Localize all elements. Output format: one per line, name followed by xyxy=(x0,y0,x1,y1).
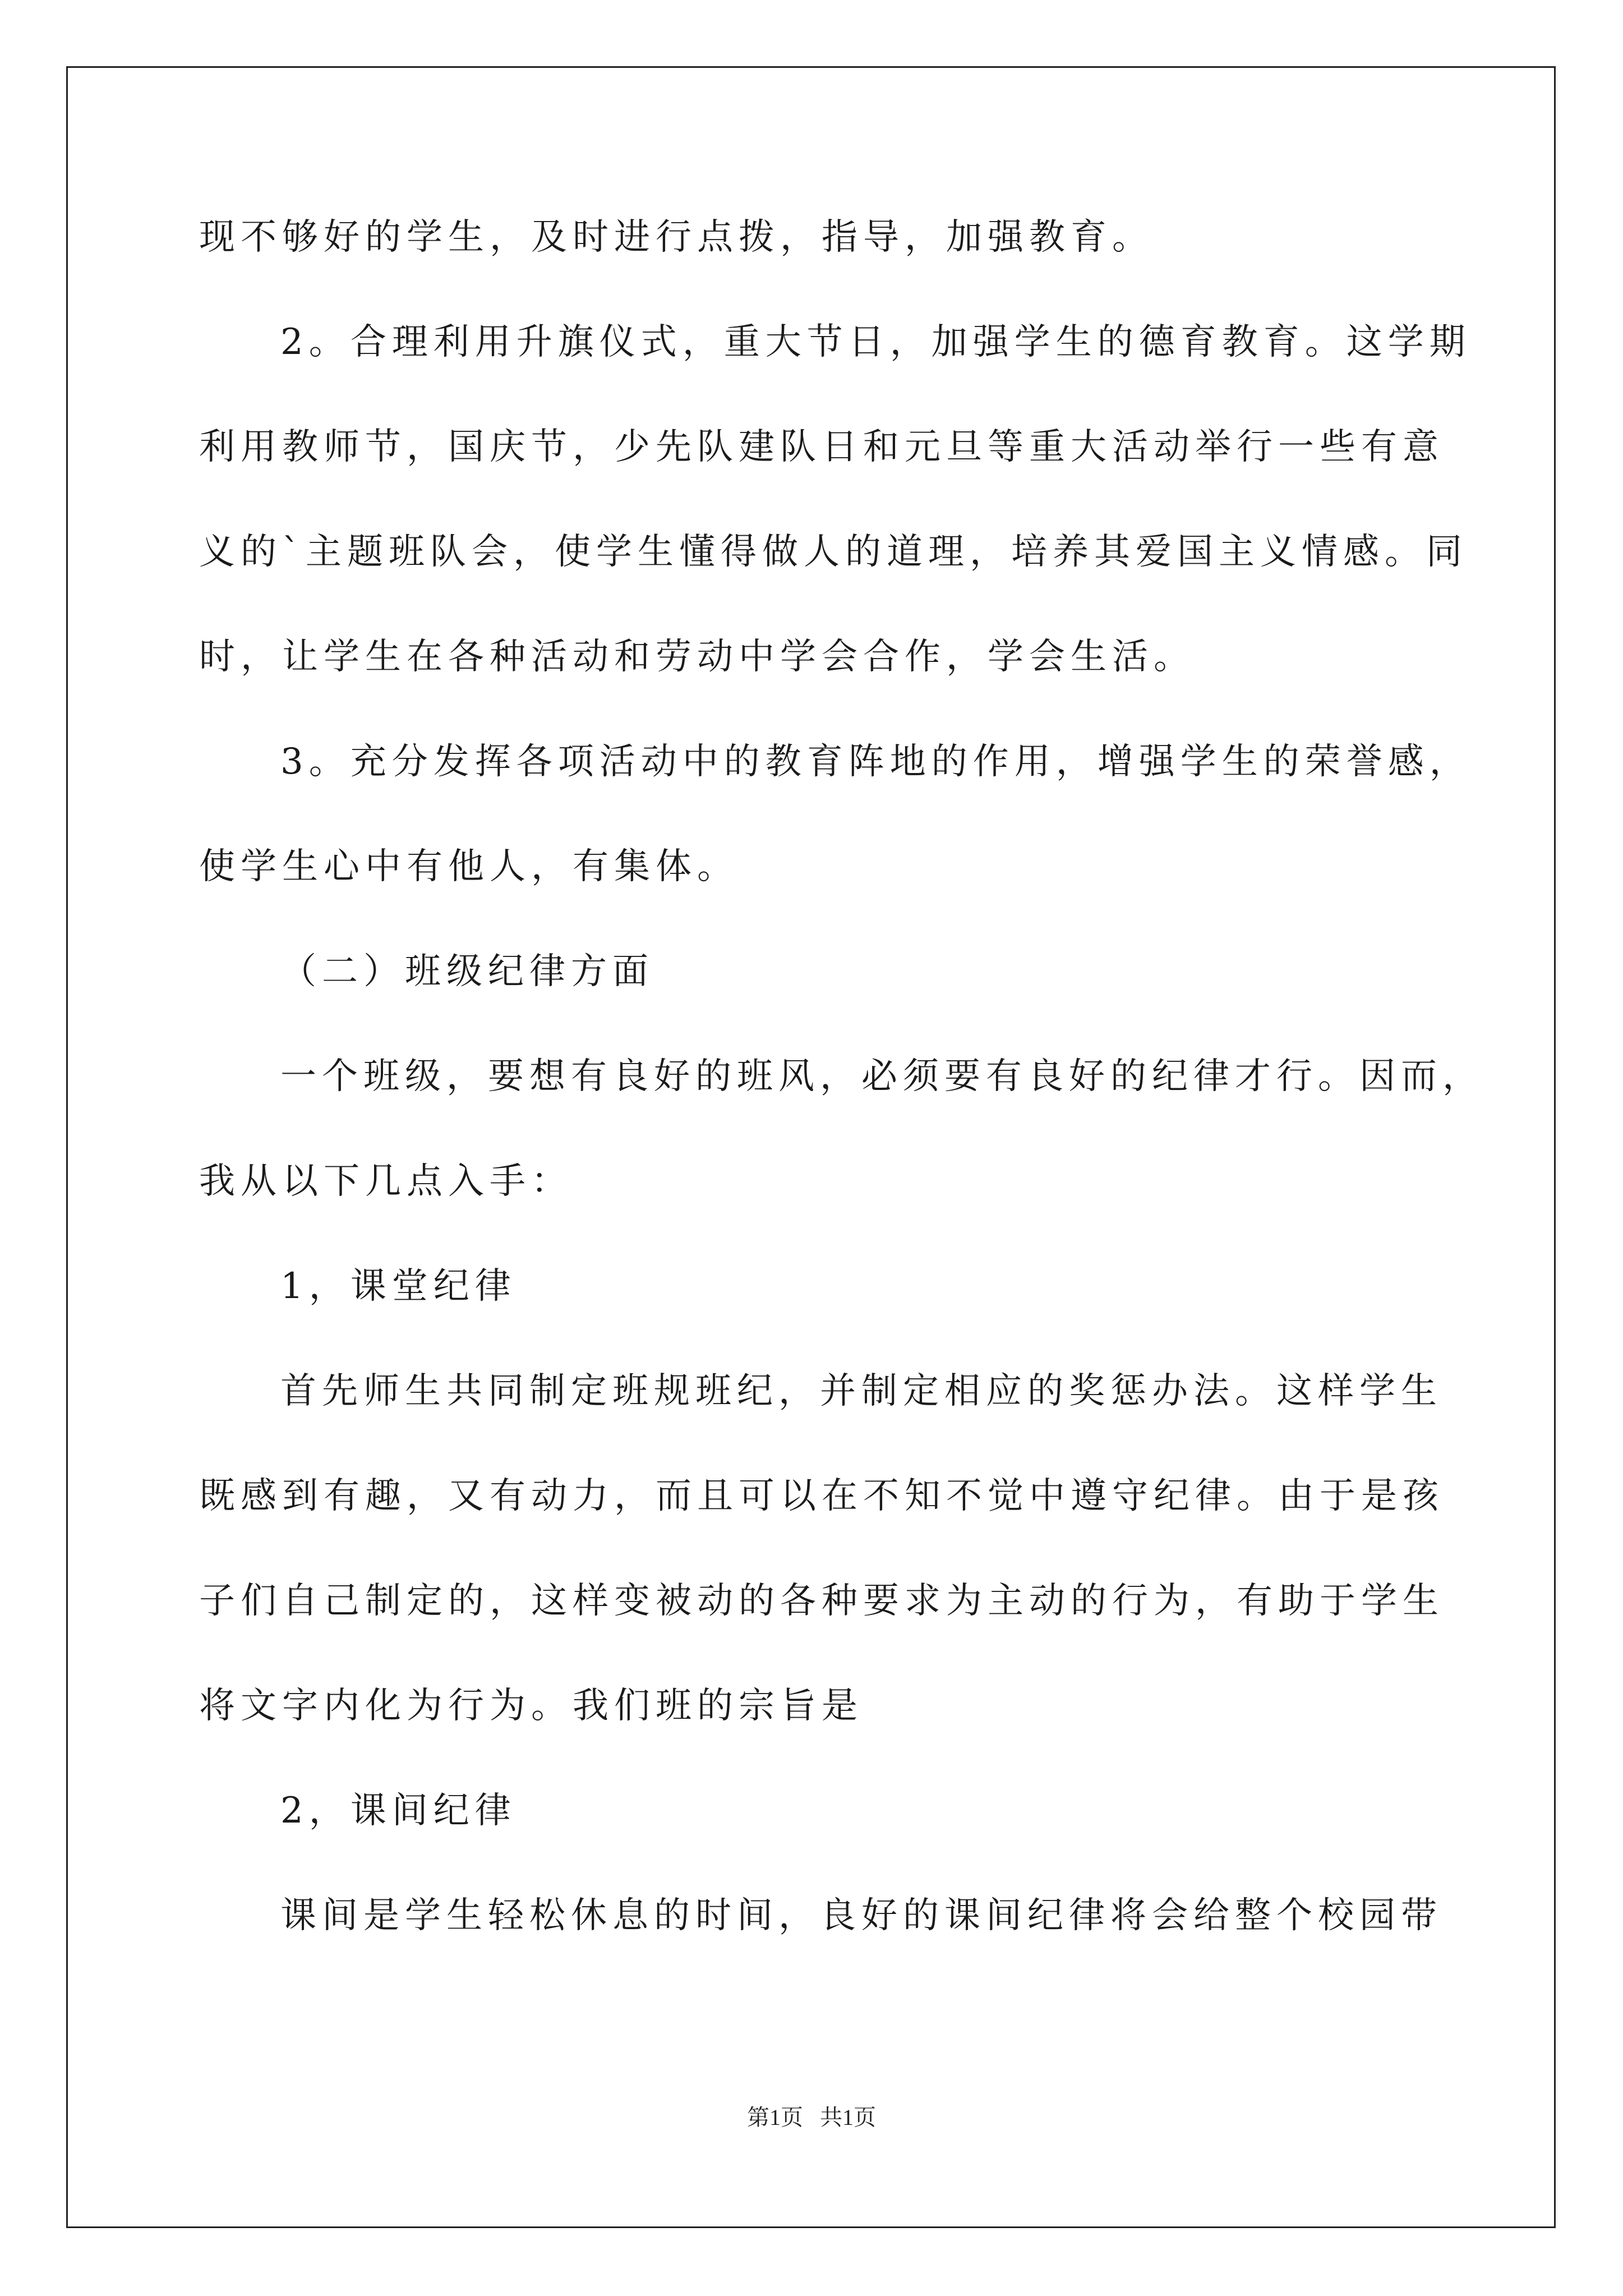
paragraph-line: 3。充分发挥各项活动中的教育阵地的作用，增强学生的荣誉感， xyxy=(280,741,1471,783)
paragraph-line: 课间是学生轻松休息的时间，良好的课间纪律将会给整个校园带 xyxy=(280,1895,1442,1936)
paragraph-line: 现不够好的学生，及时进行点拨，指导，加强教育。 xyxy=(199,217,1154,258)
paragraph-line: 义的`主题班队会，使学生懂得做人的道理，培养其爱国主义情感。同 xyxy=(199,531,1468,573)
section-heading: （二）班级纪律方面 xyxy=(280,951,654,992)
paragraph-line: 2。合理利用升旗仪式，重大节日，加强学生的德育教育。这学期 xyxy=(280,321,1471,363)
paragraph-line: 既感到有趣，又有动力，而且可以在不知不觉中遵守纪律。由于是孩 xyxy=(199,1475,1444,1517)
paragraph-line: 使学生心中有他人，有集体。 xyxy=(199,846,739,887)
paragraph-line: 子们自己制定的，这样变被动的各种要求为主动的行为，有助于学生 xyxy=(199,1580,1444,1622)
subsection-heading: 1，课堂纪律 xyxy=(280,1266,517,1307)
paragraph-line: 利用教师节，国庆节，少先队建队日和元旦等重大活动举行一些有意 xyxy=(199,426,1444,468)
page-number-footer: 第1页 共1页 xyxy=(747,2105,876,2130)
paragraph-line: 一个班级，要想有良好的班风，必须要有良好的纪律才行。因而， xyxy=(280,1056,1484,1097)
paragraph-line: 将文字内化为行为。我们班的宗旨是 xyxy=(199,1685,863,1727)
paragraph-line: 首先师生共同制定班规班纪，并制定相应的奖惩办法。这样学生 xyxy=(280,1370,1442,1412)
subsection-heading: 2，课间纪律 xyxy=(280,1790,517,1832)
paragraph-line: 时，让学生在各种活动和劳动中学会合作，学会生活。 xyxy=(199,636,1195,678)
paragraph-line: 我从以下几点入手： xyxy=(199,1161,573,1202)
